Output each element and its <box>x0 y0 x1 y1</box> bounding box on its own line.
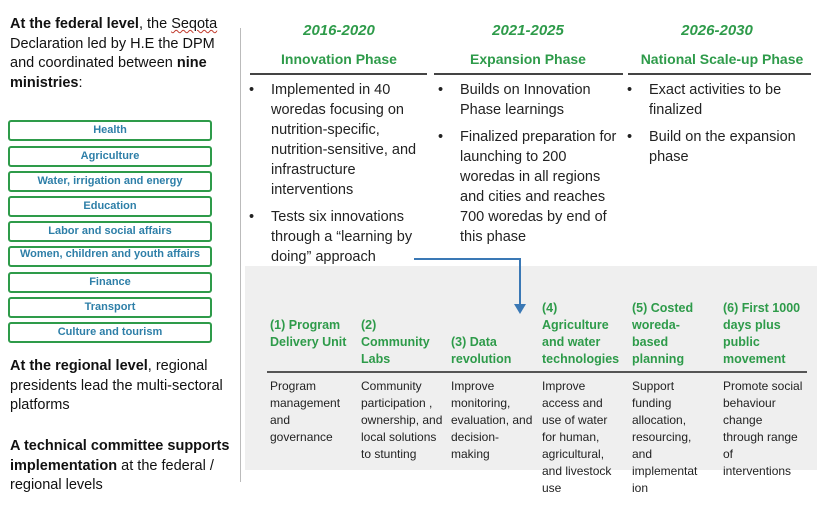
ministry-health: Health <box>8 120 212 141</box>
regional-level-heading: At the regional level <box>10 358 148 374</box>
arrow-line <box>414 259 520 305</box>
phase-2-bullets <box>432 80 618 254</box>
connector-arrow <box>400 250 530 320</box>
bullet-text: Finalized preparation for launching to 200 woredas in all regions and cities and reaches 700 woredas by end of this phase <box>460 129 617 245</box>
bullet-text: Implemented in 40 woredas focusing on nutrition-specific, nutrition-sensitive, and infrastructure interventions <box>271 82 417 198</box>
federal-text-part: Declaration led by H.E the DPM and coordinated between <box>10 35 215 71</box>
bullet-item <box>432 80 618 120</box>
bullet-text: Build on the expansion phase <box>649 129 796 165</box>
regional-level-text <box>10 357 230 416</box>
innovation-3-desc: Improve monitoring, evaluation, and decision-making <box>451 379 533 461</box>
innovation-5-desc: Support funding allocation, resourcing, and implementat ion <box>632 379 698 495</box>
phase-2-rule <box>434 73 623 75</box>
ministry-culture: Culture and tourism <box>8 322 212 343</box>
bullet-dot: • <box>249 82 255 98</box>
phase-1-rule <box>250 73 427 75</box>
regional-text-part: , regional presidents lead the multi-sectoral platforms <box>10 358 223 413</box>
innovation-4-title: (4) Agriculture and water technologies <box>542 301 620 366</box>
ministry-agriculture: Agriculture <box>8 146 212 167</box>
innovation-2-desc: Community participation , ownership, and local solutions to stunting <box>361 379 443 461</box>
phase-1-bullets <box>243 80 428 274</box>
seqota-word: Seqota <box>171 16 218 32</box>
ministry-finance: Finance <box>8 272 212 293</box>
innovation-2-title: (2) Community Labs <box>361 318 430 366</box>
ministry-water: Water, irrigation and energy <box>8 171 212 192</box>
phase-3-title: National Scale-up Phase <box>640 51 804 67</box>
committee-text-part: at the federal / regional levels <box>10 457 214 493</box>
bullet-text: Exact activities to be finalized <box>649 82 782 118</box>
innovation-5-title: (5) Costed woreda-based planning <box>632 301 694 366</box>
phase-3-bullets <box>621 80 811 174</box>
nine-ministries-heading: nine ministries <box>10 55 207 91</box>
bullet-item <box>621 80 811 120</box>
bullet-text: Tests six innovations through a “learning by doing” approach <box>271 209 413 265</box>
innovation-1-desc: Program management and governance <box>270 379 341 444</box>
federal-level-text <box>10 15 230 93</box>
ministry-women-children: Women, children and youth affairs <box>8 246 212 267</box>
innovation-6-title: (6) First 1000 days plus public movement <box>723 301 801 366</box>
bullet-dot: • <box>627 129 633 145</box>
column-divider <box>240 28 241 482</box>
phase-2-years: 2021-2025 <box>492 22 564 39</box>
innovation-3-title: (3) Data revolution <box>451 335 512 366</box>
bullet-item <box>432 127 618 247</box>
technical-committee-heading: A technical committee supports implementation <box>10 438 230 474</box>
phase-2-title: Expansion Phase <box>470 51 586 67</box>
innovation-1-title: (1) Program Delivery Unit <box>270 318 347 349</box>
phase-1-title: Innovation Phase <box>281 51 397 67</box>
ministry-labor: Labor and social affairs <box>8 221 212 242</box>
federal-level-heading: At the federal level <box>10 16 139 32</box>
phase-3-years: 2026-2030 <box>681 22 753 39</box>
bullet-text: Builds on Innovation Phase learnings <box>460 82 591 118</box>
bullet-dot: • <box>627 82 633 98</box>
bullet-item <box>243 80 428 200</box>
innovations-rule <box>267 371 807 373</box>
phase-3-rule <box>628 73 811 75</box>
ministry-education: Education <box>8 196 212 217</box>
bullet-dot: • <box>249 209 255 225</box>
innovation-6-desc: Promote social behaviour change through range of interventions <box>723 379 803 478</box>
phase-1-years: 2016-2020 <box>303 22 375 39</box>
innovation-4-desc: Improve access and use of water for human, agricultural, and livestock use <box>542 379 612 495</box>
federal-text-part: , the <box>138 16 172 32</box>
federal-colon: : <box>78 74 83 91</box>
arrow-head-icon <box>514 304 526 314</box>
bullet-item <box>621 127 811 167</box>
ministry-transport: Transport <box>8 297 212 318</box>
technical-committee-text <box>10 437 235 496</box>
bullet-dot: • <box>438 129 444 145</box>
bullet-dot: • <box>438 82 444 98</box>
